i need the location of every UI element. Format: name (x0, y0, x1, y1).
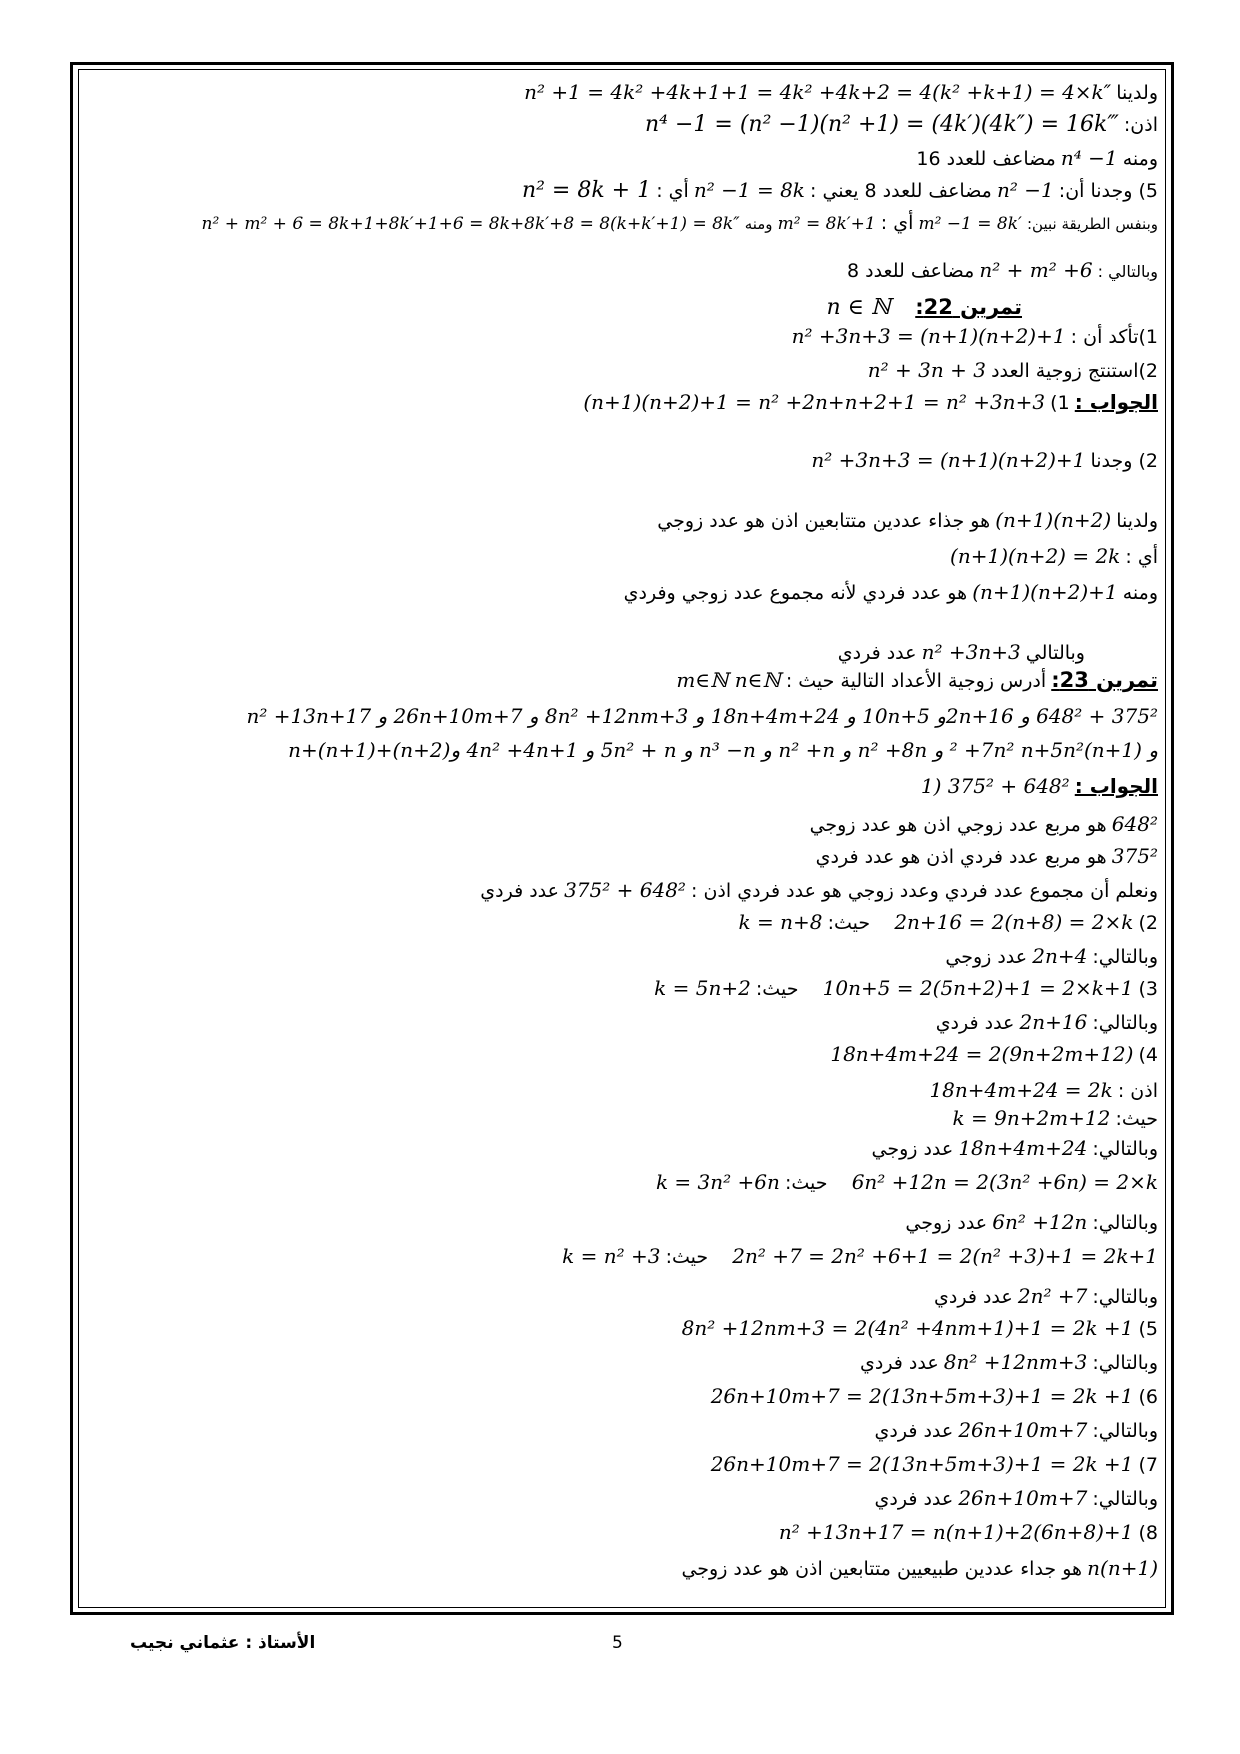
answer-line: أي : (n+1)(n+2) = 2k (950, 544, 1158, 568)
answer-line: ونعلم أن مجموع عدد فردي وعدد زوجي هو عدد فردي اذن : 375² + 648² عدد فردي (480, 878, 1158, 902)
page-number: 5 (612, 1633, 623, 1653)
exercise-list: و (n+1)² +7n² n+5n² و n² +8n و n² +n و n³ −n و 5n² + n و 4n² +4n+1 و(n+2)+(n+1)+n (288, 738, 1158, 762)
answer-line: وبالتالي n² +3n+3 عدد فردي (837, 640, 1085, 664)
answer-line: وبالتالي: 18n+4m+24 عدد زوجي (871, 1136, 1158, 1160)
answer-line: 2) وجدنا n² +3n+3 = (n+1)(n+2)+1 (811, 448, 1158, 472)
answer-line: 7) 26n+10m+7 = 2(13n+5m+3)+1 = 2k +1 (710, 1452, 1158, 1476)
answer-line: 4) 18n+4m+24 = 2(9n+2m+12) (830, 1042, 1158, 1066)
answer-line: 6) 26n+10m+7 = 2(13n+5m+3)+1 = 2k +1 (710, 1384, 1158, 1408)
answer-line: 6n² +12n = 2(3n² +6n) = 2×k حيث: k = 3n² +6n (655, 1170, 1158, 1194)
text-line: وبالتالي : n² + m² +6 مضاعف للعدد 8 (846, 258, 1158, 282)
text-line: اذن: n⁴ −1 = (n² −1)(n² +1) = (4k′)(4k″) = 16k‴ (645, 112, 1158, 137)
answer-line: وبالتالي: 2n² +7 عدد فردي (934, 1284, 1158, 1308)
answer-line: 2) 2n+16 = 2(n+8) = 2×k حيث: k = n+8 (738, 910, 1158, 934)
footer-author: الأستاذ : عثماني نجيب (130, 1633, 316, 1653)
answer-line: وبالتالي: 26n+10m+7 عدد فردي (874, 1418, 1158, 1442)
text-line: 5) وجدنا أن: n² −1 مضاعف للعدد 8 يعني : n² −1 = 8k أي : n² = 8k + 1 (521, 178, 1158, 203)
answer-line: الجواب : 1) 375² + 648² (920, 774, 1158, 798)
exercise-22-title: تمرين 22: n ∈ ℕ (826, 295, 1022, 320)
answer-line: 2n² +7 = 2n² +6+1 = 2(n² +3)+1 = 2k+1 حيث: k = n² +3 (562, 1244, 1158, 1268)
answer-line: وبالتالي: 26n+10m+7 عدد فردي (874, 1486, 1158, 1510)
question-line: 1)تأكد أن : n² +3n+3 = (n+1)(n+2)+1 (791, 324, 1158, 348)
answer-line: 8) n² +13n+17 = n(n+1)+2(6n+8)+1 (778, 1520, 1158, 1544)
answer-line: n(n+1) هو جداء عددين طبيعيين متتابعين اذن هو عدد زوجي (681, 1556, 1158, 1580)
answer-line: حيث: k = 9n+2m+12 (952, 1106, 1158, 1130)
math-expression: n⁴ −1 = (n² −1)(n² +1) = (4k′)(4k″) = 16k‴ (645, 112, 1119, 137)
answer-line: وبالتالي: 8n² +12nm+3 عدد فردي (859, 1350, 1158, 1374)
math-expression: n² +1 = 4k² +4k+1+1 = 4k² +4k+2 = 4(k² +k+1) = 4×k″ (524, 80, 1112, 104)
answer-line: 375² هو مربع عدد فردي اذن هو عدد فردي (815, 844, 1158, 868)
text-line: وبنفس الطريقة نبين: m² −1 = 8k′ أي : m² = 8k′+1 ومنه n² + m² + 6 = 8k+1+8k′+1+6 = 8k+8k′+8 = 8(k+k′+1) = 8k″ (201, 212, 1158, 234)
answer-line: 648² هو مربع عدد زوجي اذن هو عدد زوجي (809, 812, 1158, 836)
answer-line: الجواب : 1) (n+1)(n+2)+1 = n² +2n+n+2+1 = n² +3n+3 (583, 390, 1158, 414)
answer-line: وبالتالي: 2n+16 عدد فردي (935, 1010, 1158, 1034)
answer-line: ومنه (n+1)(n+2)+1 هو عدد فردي لأنه مجموع عدد زوجي وفردي (623, 580, 1158, 604)
answer-line: ولدينا (n+1)(n+2) هو جذاء عددين متتابعين اذن هو عدد زوجي (657, 508, 1158, 532)
answer-line: وبالتالي: 6n² +12n عدد زوجي (905, 1210, 1158, 1234)
answer-line: 3) 10n+5 = 2(5n+2)+1 = 2×k+1 حيث: k = 5n+2 (654, 976, 1158, 1000)
exercise-list: 375² + 648² و 2n+16و 10n+5 و 18n+4m+24 و 8n² +12nm+3 و 26n+10m+7 و n² +13n+17 (246, 704, 1158, 728)
answer-line: اذن : 18n+4m+24 = 2k (929, 1078, 1158, 1102)
question-line: 2)استنتج زوجية العدد n² + 3n + 3 (867, 358, 1158, 382)
answer-line: وبالتالي: 2n+4 عدد زوجي (945, 944, 1158, 968)
exercise-23-title: تمرين 23: أدرس زوجية الأعداد التالية حيث : m∈ℕ n∈ℕ (676, 668, 1158, 692)
text-line: ولدينا n² +1 = 4k² +4k+1+1 = 4k² +4k+2 = 4(k² +k+1) = 4×k″ (524, 80, 1158, 104)
math-expression: n⁴ −1 (1060, 146, 1118, 170)
text-line: ومنه n⁴ −1 مضاعف للعدد 16 (916, 146, 1158, 170)
answer-line: 5) 8n² +12nm+3 = 2(4n² +4nm+1)+1 = 2k +1 (681, 1316, 1158, 1340)
